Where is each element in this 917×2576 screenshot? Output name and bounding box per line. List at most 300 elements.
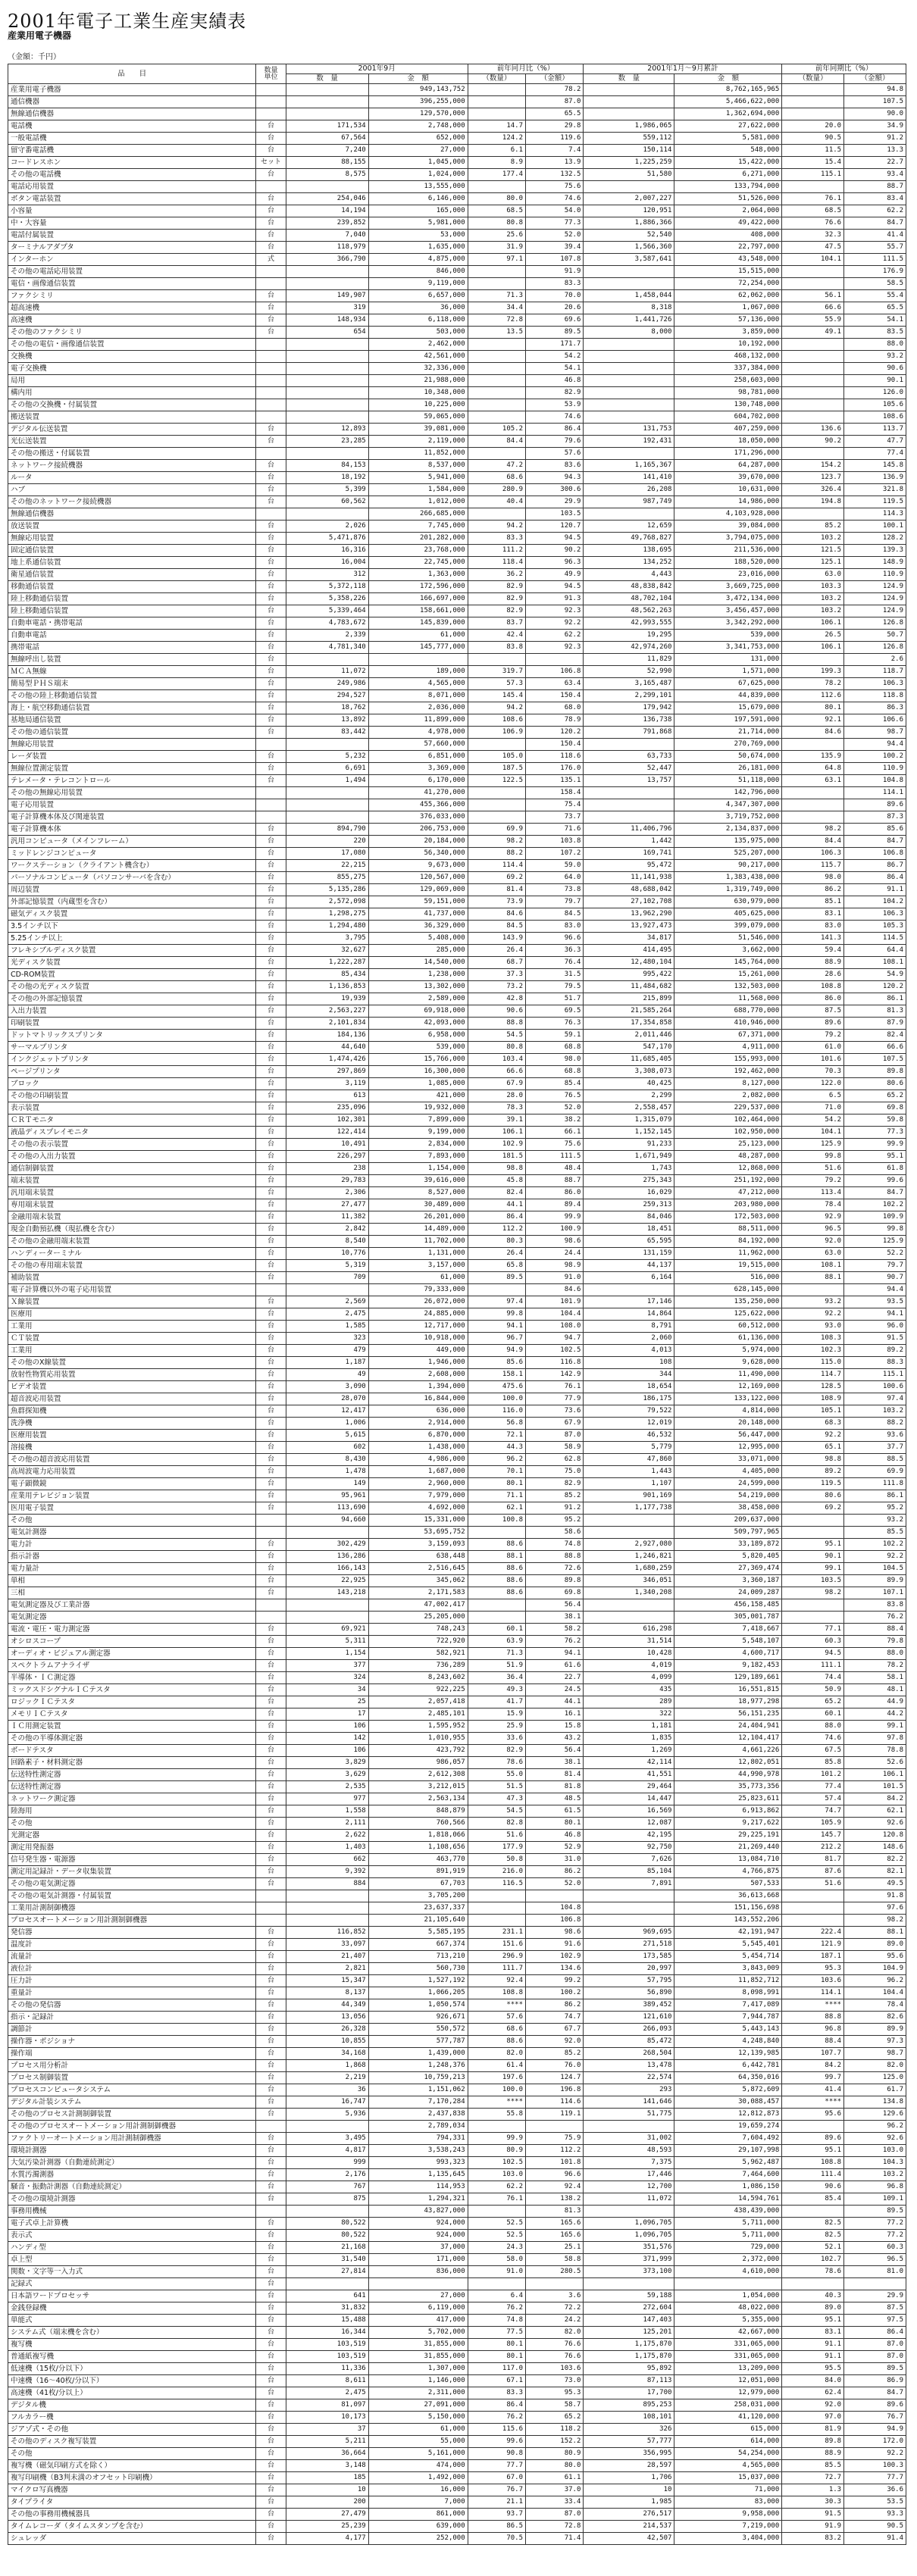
row-name: 周辺装置 — [8, 884, 256, 896]
row-yq2: 85.2 — [782, 521, 844, 533]
table-row — [8, 1733, 906, 1745]
row-a1: 21,988,000 — [368, 375, 468, 387]
row-q1 — [286, 1599, 368, 1612]
row-unit: 台 — [256, 533, 286, 545]
row-ya2: 92.2 — [844, 1551, 906, 1563]
row-q1: 977 — [286, 1793, 368, 1805]
table-row — [8, 1333, 906, 1345]
row-ya1: 88.8 — [526, 1551, 584, 1563]
row-q2: 147,403 — [584, 2315, 674, 2327]
row-a1: 59,065,000 — [368, 411, 468, 424]
row-yq1: 143.9 — [468, 933, 525, 945]
row-unit: 台 — [256, 2339, 286, 2351]
row-unit: 台 — [256, 2145, 286, 2157]
row-yq1 — [468, 1284, 525, 1296]
row-ya1: 52.9 — [526, 1842, 584, 1854]
row-name: 衛星通信装置 — [8, 569, 256, 581]
table-row — [8, 230, 906, 242]
row-name: 電子計算機以外の電子応用装置 — [8, 1284, 256, 1296]
header-item: 品 目 — [8, 64, 256, 84]
row-name: 金融用端末装置 — [8, 1211, 256, 1224]
row-unit: 台 — [256, 945, 286, 957]
row-a1 — [368, 2278, 468, 2290]
row-yq1: 102.9 — [468, 1139, 525, 1151]
row-a2: 5,454,714 — [674, 1951, 782, 1963]
row-unit: 台 — [256, 2242, 286, 2254]
row-a2: 44,990,978 — [674, 1769, 782, 1781]
row-unit: 台 — [256, 1866, 286, 1878]
row-yq2: 123.7 — [782, 472, 844, 484]
row-name: その他の電気計測器・付属装置 — [8, 1890, 256, 1902]
row-yq2: 101.6 — [782, 1054, 844, 1066]
row-unit: 台 — [256, 860, 286, 872]
row-ya1: 76.3 — [526, 1018, 584, 1030]
row-ya2: 94.8 — [844, 84, 906, 96]
row-a1: 12,717,000 — [368, 1321, 468, 1333]
row-yq2: 1.3 — [782, 2484, 844, 2496]
row-unit: 台 — [256, 1490, 286, 1502]
row-yq1: 51.9 — [468, 1660, 525, 1672]
row-a2: 56,447,000 — [674, 1430, 782, 1442]
row-q1: 81,097 — [286, 2399, 368, 2412]
row-q1: 1,478 — [286, 1466, 368, 1478]
row-ya2: 100.2 — [844, 751, 906, 763]
row-yq2: **** — [782, 1999, 844, 2012]
row-ya1: 72.2 — [526, 2302, 584, 2315]
row-q2: 11,829 — [584, 654, 674, 666]
row-yq1: 71.3 — [468, 1648, 525, 1660]
row-name: デジタル計装システム — [8, 2096, 256, 2109]
row-ya1: 48.5 — [526, 1793, 584, 1805]
row-name: 無線位置測定装置 — [8, 763, 256, 775]
row-yq2: 92.0 — [782, 1236, 844, 1248]
row-a2: 5,820,405 — [674, 1551, 782, 1563]
row-ya2: 84.7 — [844, 1187, 906, 1199]
row-yq1: 177.4 — [468, 169, 525, 181]
row-q1: 2,569 — [286, 1296, 368, 1308]
row-name: 電気計測器 — [8, 1527, 256, 1539]
row-a2: 3,794,075,000 — [674, 533, 782, 545]
row-q1: 220 — [286, 836, 368, 848]
row-q1: 16,747 — [286, 2096, 368, 2109]
row-yq2: 115.7 — [782, 860, 844, 872]
table-row — [8, 278, 906, 290]
row-unit: 台 — [256, 521, 286, 533]
row-ya1: 79.7 — [526, 896, 584, 908]
row-name: 留守番電話機 — [8, 145, 256, 157]
row-yq2: 96.5 — [782, 1224, 844, 1236]
row-q1: 5,135,286 — [286, 884, 368, 896]
row-q1: 18,762 — [286, 702, 368, 714]
row-name: その他の搬送・付属装置 — [8, 448, 256, 460]
row-ya2: 118.8 — [844, 690, 906, 702]
row-name: 交換機 — [8, 351, 256, 363]
row-name: その他の陸上移動通信装置 — [8, 690, 256, 702]
row-a1: 23,768,000 — [368, 545, 468, 557]
row-ya2: 58.5 — [844, 278, 906, 290]
row-a2: 135,975,000 — [674, 836, 782, 848]
row-yq2: 88.1 — [782, 1272, 844, 1284]
row-q2: 1,177,738 — [584, 1502, 674, 1515]
table-row — [8, 302, 906, 314]
row-q2: 42,974,260 — [584, 642, 674, 654]
row-q1: 2,475 — [286, 1308, 368, 1321]
table-row — [8, 508, 906, 521]
row-yq1: 80.1 — [468, 1478, 525, 1490]
row-q2: 266,093 — [584, 2024, 674, 2036]
row-q2: 18,654 — [584, 1381, 674, 1393]
row-yq1: 216.0 — [468, 1866, 525, 1878]
row-ya1: 116.8 — [526, 1357, 584, 1369]
row-name: その他の通信装置 — [8, 727, 256, 739]
row-unit: 台 — [256, 1721, 286, 1733]
row-q2: 7,891 — [584, 1878, 674, 1890]
row-ya2: 104.9 — [844, 1963, 906, 1975]
row-q1: 3,829 — [286, 1757, 368, 1769]
row-ya1: 98.9 — [526, 1260, 584, 1272]
row-ya2: 88.7 — [844, 181, 906, 193]
row-ya1: 91.0 — [526, 1272, 584, 1284]
row-name: 測定用発振器 — [8, 1842, 256, 1854]
row-name: 医療用 — [8, 1308, 256, 1321]
table-row — [8, 2315, 906, 2327]
table-row — [8, 1042, 906, 1054]
row-a2: 12,868,000 — [674, 1163, 782, 1175]
row-q2: 121,610 — [584, 2012, 674, 2024]
row-unit — [256, 508, 286, 521]
row-a1: 503,000 — [368, 327, 468, 339]
row-ya2: 87.3 — [844, 811, 906, 824]
row-a2: 5,466,622,000 — [674, 96, 782, 108]
row-a2: 18,050,000 — [674, 436, 782, 448]
row-a1: 1,527,192 — [368, 1975, 468, 1987]
row-a2: 43,548,000 — [674, 254, 782, 266]
row-q1 — [286, 2278, 368, 2290]
row-q1: 102,301 — [286, 1114, 368, 1127]
row-q2: 1,743 — [584, 1163, 674, 1175]
row-name: デジタル伝送装置 — [8, 424, 256, 436]
row-q2: 1,107 — [584, 1478, 674, 1490]
row-a2: 525,207,000 — [674, 848, 782, 860]
row-yq1: 76.7 — [468, 2484, 525, 2496]
row-ya2: 120.2 — [844, 981, 906, 993]
row-a2: 151,156,698 — [674, 1902, 782, 1915]
row-q1: 14,194 — [286, 205, 368, 217]
table-row — [8, 1515, 906, 1527]
row-ya1: 22.7 — [526, 1672, 584, 1684]
row-ya1: 83.6 — [526, 460, 584, 472]
row-ya2: 90.1 — [844, 375, 906, 387]
row-q2: 215,899 — [584, 993, 674, 1005]
row-q2: 3,308,073 — [584, 1066, 674, 1078]
row-yq2: 83.1 — [782, 2327, 844, 2339]
row-yq2: 115.0 — [782, 1357, 844, 1369]
row-q1 — [286, 266, 368, 278]
row-q2: 95,892 — [584, 2363, 674, 2375]
row-q1: 5,399 — [286, 484, 368, 496]
table-row — [8, 1660, 906, 1672]
row-yq2: 69.2 — [782, 1502, 844, 1515]
row-a1: 891,919 — [368, 1866, 468, 1878]
row-q1: 1,298,275 — [286, 908, 368, 921]
row-yq2: 88.8 — [782, 2012, 844, 2024]
row-q2: 31,514 — [584, 1636, 674, 1648]
table-row — [8, 2206, 906, 2218]
row-a1: 23,637,337 — [368, 1902, 468, 1915]
row-q2: 51,580 — [584, 169, 674, 181]
row-a1: 2,914,000 — [368, 1418, 468, 1430]
row-yq2: 80.6 — [782, 1490, 844, 1502]
row-yq2: 212.2 — [782, 1842, 844, 1854]
row-ya1: 66.1 — [526, 1127, 584, 1139]
row-a1: 2,589,000 — [368, 993, 468, 1005]
row-a2: 38,458,000 — [674, 1502, 782, 1515]
row-ya2: 86.4 — [844, 872, 906, 884]
row-q1: 302,429 — [286, 1539, 368, 1551]
row-q2: 141,646 — [584, 2096, 674, 2109]
row-a2: 615,000 — [674, 2424, 782, 2436]
row-ya1: 80.0 — [526, 2460, 584, 2472]
row-a1: 13,555,000 — [368, 181, 468, 193]
row-q1: 85,434 — [286, 969, 368, 981]
table-row — [8, 2230, 906, 2242]
row-a2: 4,814,000 — [674, 1405, 782, 1418]
row-a2: 3,456,457,000 — [674, 605, 782, 617]
row-yq2: 28.6 — [782, 969, 844, 981]
row-a1: 59,151,000 — [368, 896, 468, 908]
row-a1: 61,000 — [368, 1272, 468, 1284]
row-ya1: 134.6 — [526, 1963, 584, 1975]
row-a1: 1,946,000 — [368, 1357, 468, 1369]
row-ya1: 89.8 — [526, 1575, 584, 1587]
row-q1 — [286, 399, 368, 411]
row-ya2: 89.9 — [844, 2024, 906, 2036]
table-row — [8, 96, 906, 108]
row-unit: 台 — [256, 1587, 286, 1599]
table-row — [8, 1830, 906, 1842]
row-yq1: 72.8 — [468, 314, 525, 327]
row-ya1: 124.7 — [526, 2072, 584, 2084]
table-row — [8, 2472, 906, 2484]
table-row — [8, 593, 906, 605]
row-ya1: 103.8 — [526, 836, 584, 848]
row-name: 記録式 — [8, 2278, 256, 2290]
row-q2 — [584, 375, 674, 387]
row-a1: 449,000 — [368, 1345, 468, 1357]
row-ya2: 96.5 — [844, 2254, 906, 2266]
row-unit: 台 — [256, 1308, 286, 1321]
row-q2: 48,593 — [584, 2145, 674, 2157]
page-subtitle: 産業用電子機器 — [8, 30, 72, 41]
row-a1: 2,462,000 — [368, 339, 468, 351]
row-yq1: 44.3 — [468, 1442, 525, 1454]
row-q1: 84,153 — [286, 460, 368, 472]
row-q1: 5,311 — [286, 1636, 368, 1648]
row-name: 複写機 — [8, 2339, 256, 2351]
row-a1: 396,255,000 — [368, 96, 468, 108]
row-yq1: 83.7 — [468, 617, 525, 630]
row-yq2 — [782, 399, 844, 411]
row-name: その他のプロセス計測制御装置 — [8, 2109, 256, 2121]
row-name: その他の電信・画像通信装置 — [8, 339, 256, 351]
row-name: その他の金融用端末装置 — [8, 1236, 256, 1248]
row-a1: 2,748,000 — [368, 120, 468, 133]
row-name: 騒音・振動計測器（自動連続測定） — [8, 2181, 256, 2193]
row-ya1: 67.9 — [526, 1418, 584, 1430]
row-a1: 6,146,000 — [368, 193, 468, 205]
row-yq1: 80.1 — [468, 2351, 525, 2363]
row-a1: 2,119,000 — [368, 436, 468, 448]
row-a2: 11,490,000 — [674, 1369, 782, 1381]
row-yq1 — [468, 787, 525, 799]
row-q2: 27,102,708 — [584, 896, 674, 908]
table-row — [8, 1308, 906, 1321]
row-q1 — [286, 278, 368, 290]
row-ya1: 80.9 — [526, 2448, 584, 2460]
row-ya1: 98.6 — [526, 1236, 584, 1248]
row-ya2 — [844, 2278, 906, 2290]
row-ya2: 36.6 — [844, 2484, 906, 2496]
row-q1 — [286, 787, 368, 799]
row-yq1: 114.4 — [468, 860, 525, 872]
row-yq1: 116.5 — [468, 1878, 525, 1890]
row-yq1 — [468, 363, 525, 375]
row-q1: 4,781,340 — [286, 642, 368, 654]
row-yq2: 113.4 — [782, 1187, 844, 1199]
row-yq2: 92.9 — [782, 1211, 844, 1224]
table-row — [8, 1757, 906, 1769]
row-ya2: 114.3 — [844, 508, 906, 521]
row-ya1: 94.3 — [526, 472, 584, 484]
row-a1: 1,050,574 — [368, 1999, 468, 2012]
row-a1: 4,875,000 — [368, 254, 468, 266]
row-yq2: 106.1 — [782, 617, 844, 630]
table-row — [8, 2060, 906, 2072]
row-a1: 1,492,000 — [368, 2472, 468, 2484]
row-a1: 2,834,000 — [368, 1139, 468, 1151]
row-yq2: 92.1 — [782, 714, 844, 727]
row-yq2: 41.4 — [782, 2084, 844, 2096]
row-yq1: 15.9 — [468, 1708, 525, 1721]
row-q1: 103,519 — [286, 2351, 368, 2363]
row-q1: 2,111 — [286, 1818, 368, 1830]
row-q1: 1,187 — [286, 1357, 368, 1369]
row-a2: 42,191,947 — [674, 1927, 782, 1939]
row-q1: 5,372,118 — [286, 581, 368, 593]
row-yq1: 88.6 — [468, 1539, 525, 1551]
row-q1 — [286, 1612, 368, 1624]
row-a1: 20,184,000 — [368, 836, 468, 848]
table-row — [8, 2169, 906, 2181]
row-name: 日本語ワードプロセッサ — [8, 2290, 256, 2302]
row-yq1: 70.5 — [468, 2533, 525, 2545]
row-a2: 49,422,000 — [674, 217, 782, 230]
row-q2: 1,706 — [584, 2472, 674, 2484]
row-name: オーディオ・ビジュアル測定器 — [8, 1648, 256, 1660]
row-a2: 60,512,000 — [674, 1321, 782, 1333]
row-yq1: 89.5 — [468, 1272, 525, 1284]
row-yq1 — [468, 181, 525, 193]
row-yq2: 121.9 — [782, 1939, 844, 1951]
row-ya2: 83.5 — [844, 327, 906, 339]
row-ya1: 38.1 — [526, 1757, 584, 1769]
row-a2: 18,977,298 — [674, 1696, 782, 1708]
table-row — [8, 1187, 906, 1199]
row-yq2: 136.6 — [782, 424, 844, 436]
row-name: 電力計 — [8, 1539, 256, 1551]
row-yq2: 99.8 — [782, 1151, 844, 1163]
row-unit: 台 — [256, 1854, 286, 1866]
row-a2: 84,192,000 — [674, 1236, 782, 1248]
row-name: ルータ — [8, 472, 256, 484]
row-unit — [256, 339, 286, 351]
row-q2: 42,195 — [584, 1830, 674, 1842]
row-name: 洗浄機 — [8, 1418, 256, 1430]
row-q1: 29,783 — [286, 1175, 368, 1187]
row-ya1: 76.4 — [526, 957, 584, 969]
row-name: プロセス用分析計 — [8, 2060, 256, 2072]
row-a1: 36,329,000 — [368, 921, 468, 933]
row-ya1: 37.0 — [526, 2484, 584, 2496]
row-q1: 16,344 — [286, 2327, 368, 2339]
row-a2: 5,711,000 — [674, 2230, 782, 2242]
table-row — [8, 1927, 906, 1939]
row-ya1: 13.9 — [526, 157, 584, 169]
row-ya2: 100.6 — [844, 1381, 906, 1393]
table-row — [8, 2133, 906, 2145]
row-unit: 台 — [256, 1684, 286, 1696]
row-q1 — [286, 1284, 368, 1296]
row-yq2: 85.1 — [782, 896, 844, 908]
row-a2: 6,271,000 — [674, 169, 782, 181]
row-a1: 7,899,000 — [368, 1114, 468, 1127]
row-yq1: 74.8 — [468, 2315, 525, 2327]
table-row — [8, 739, 906, 751]
row-unit: 台 — [256, 678, 286, 690]
row-q1: 297,869 — [286, 1066, 368, 1078]
row-q1: 641 — [286, 2290, 368, 2302]
row-a2: 16,551,815 — [674, 1684, 782, 1696]
row-a1: 53,695,752 — [368, 1527, 468, 1539]
row-yq1: 68.6 — [468, 472, 525, 484]
row-a1: 1,687,000 — [368, 1466, 468, 1478]
row-q1: 12,417 — [286, 1405, 368, 1418]
row-a1: 455,366,000 — [368, 799, 468, 811]
row-yq2: 50.9 — [782, 1684, 844, 1696]
row-ya1: 53.9 — [526, 399, 584, 411]
row-q2: 57,777 — [584, 2436, 674, 2448]
row-yq1 — [468, 96, 525, 108]
row-a1: 201,282,000 — [368, 533, 468, 545]
row-q2 — [584, 181, 674, 193]
row-yq1: 151.6 — [468, 1939, 525, 1951]
row-a2: 88,511,000 — [674, 1224, 782, 1236]
row-a1: 924,000 — [368, 2218, 468, 2230]
row-q2: 4,443 — [584, 569, 674, 581]
row-name: 単相 — [8, 1575, 256, 1587]
row-yq1: 82.8 — [468, 1818, 525, 1830]
row-ya1: 76.6 — [526, 2351, 584, 2363]
row-q2: 2,007,227 — [584, 193, 674, 205]
row-name: 印刷装置 — [8, 1018, 256, 1030]
row-q1: 184,136 — [286, 1030, 368, 1042]
row-q2 — [584, 799, 674, 811]
row-ya1: 92.3 — [526, 642, 584, 654]
row-q1 — [286, 351, 368, 363]
row-name: 5.25インチ以上 — [8, 933, 256, 945]
row-unit: 台 — [256, 630, 286, 642]
row-unit — [256, 181, 286, 193]
